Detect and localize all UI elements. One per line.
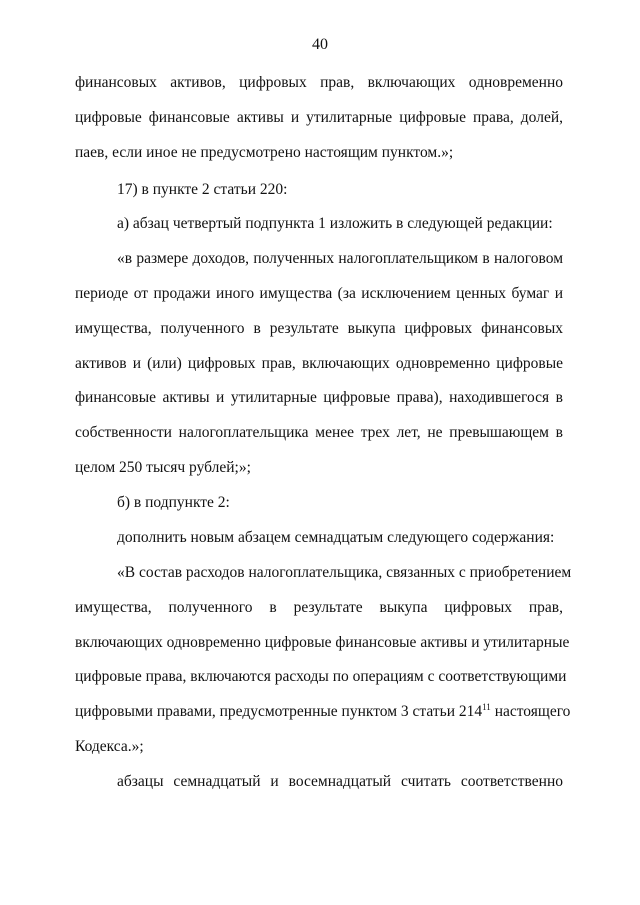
instruction-line: дополнить новым абзацем семнадцатым следующего содержания: [117,529,555,546]
body-line-3: паев, если иное не предусмотрено настоящим пунктом.»; [75,144,454,161]
quote-1-line-6: собственности налогоплательщика менее трех лет, не превышающем в [75,424,563,441]
quote-1-line-5: финансовые активы и утилитарные цифровые права), находившегося в [75,389,563,406]
quote-1-line-7: целом 250 тысяч рублей;»; [75,459,251,476]
article-superscript: 11 [482,702,491,712]
subitem-b-heading: б) в подпункте 2: [117,494,230,511]
quote-1-line-2: периоде от продажи иного имущества (за исключением ценных бумаг и [75,285,563,302]
body-line-2: цифровые финансовые активы и утилитарные цифровые права, долей, [75,109,563,126]
quote-1-line-4: активов и (или) цифровых прав, включающих одновременно цифровые [75,355,563,372]
quote-2-line-5 [75,702,571,722]
quote-1-line-3: имущества, полученного в результате выкупа цифровых финансовых [75,320,563,337]
item-17-heading: 17) в пункте 2 статьи 220: [117,181,288,198]
subitem-a-heading: а) абзац четвертый подпункта 1 изложить в следующей редакции: [117,215,553,232]
quote-2-line-3: включающих одновременно цифровые финансовые активы и утилитарные [75,634,570,651]
body-line-1: финансовых активов, цифровых прав, включающих одновременно [75,74,563,91]
closing-line: абзацы семнадцатый и восемнадцатый считать соответственно [117,773,563,790]
quote-2-line-1: «В состав расходов налогоплательщика, связанных с приобретением [117,564,572,581]
quote-2-line-2: имущества, полученного в результате выкупа цифровых прав, [75,599,563,616]
page-number: 40 [312,36,328,53]
quote-2-line-6: Кодекса.»; [75,738,144,755]
quote-2-line-5-start: цифровыми правами, предусмотренные пунктом 3 статьи 214 [75,703,483,720]
quote-1-line-1: «в размере доходов, полученных налогоплательщиком в налоговом [117,250,563,267]
quote-2-line-5-end: настоящего [490,703,571,720]
quote-2-line-4: цифровые права, включаются расходы по операциям с соответствующими [75,668,567,685]
